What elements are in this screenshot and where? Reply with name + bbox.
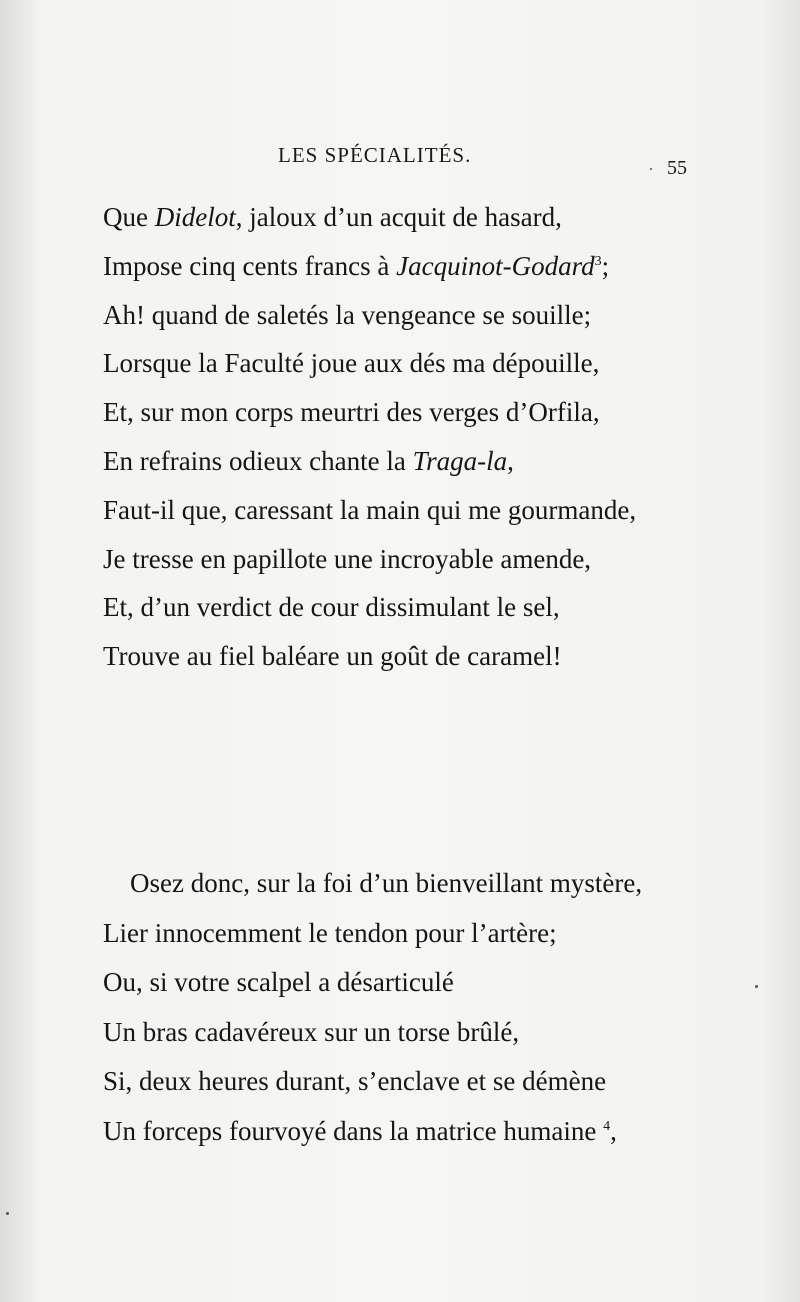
verse-text: Trouve au fiel baléare un goût de caramel! [103, 641, 562, 672]
verse-text: ; [601, 250, 610, 281]
verse-line [103, 587, 560, 627]
verse-text: , [610, 1115, 617, 1146]
page-number: 55 [667, 157, 687, 179]
verse-line [103, 913, 557, 953]
verse-line [103, 441, 514, 481]
verse-text: Faut-il que, caressant la main qui me gourmande, [103, 494, 637, 525]
paper-speck [650, 168, 652, 170]
verse-text: , jaloux d’un acquit de hasard, [235, 202, 562, 232]
verse-text: Ou, si votre scalpel a désarticulé [103, 967, 454, 997]
verse-text: Impose cinq cents francs à [103, 250, 397, 281]
verse-line [103, 197, 562, 237]
verse-line [103, 392, 600, 432]
verse-text: Que [103, 202, 155, 232]
verse-text: En refrains odieux chante la [103, 446, 413, 476]
verse-text: Osez donc, sur la foi d’un bienveillant mystère, [130, 868, 643, 898]
running-head [0, 143, 800, 183]
verse-text: Je tresse en papillote une incroyable amende, [103, 543, 592, 574]
verse-line [103, 1012, 519, 1052]
verse-line [103, 490, 636, 530]
footnote-reference: 3 [594, 253, 602, 269]
verse-text: Et, d’un verdict de cour dissimulant le sel, [103, 592, 560, 623]
verse-line [103, 246, 609, 286]
verse-text: Lorsque la Faculté joue aux dés ma dépouille, [103, 348, 600, 379]
verse-line [103, 343, 599, 383]
verse-line [103, 539, 591, 579]
verse-line [103, 295, 591, 335]
verse-line [103, 1111, 617, 1151]
paper-speck [755, 985, 758, 988]
verse-text: Ah! quand de saletés la vengeance se souille; [103, 299, 592, 330]
paper-speck [6, 1212, 9, 1215]
verse-line [103, 1061, 606, 1101]
verse-text: Et, sur mon corps meurtri des verges d’Orfila, [103, 397, 600, 428]
verse-text: , [507, 446, 514, 476]
running-title: LES SPÉCIALITÉS. [278, 143, 472, 167]
verse-line [103, 636, 562, 676]
verse-text: Un forceps fourvoyé dans la matrice humaine [103, 1115, 604, 1146]
italic-name: Jacquinot-Godard [396, 250, 595, 281]
italic-name: Didelot [154, 202, 236, 232]
verse-line [103, 962, 454, 1002]
verse-text: Si, deux heures durant, s’enclave et se démène [103, 1066, 607, 1096]
italic-name: Traga-la [412, 446, 508, 476]
verse-text: Lier innocemment le tendon pour l’artère; [103, 917, 557, 948]
verse-line [130, 863, 642, 903]
verse-text: Un bras cadavéreux sur un torse brûlé, [103, 1016, 520, 1047]
footnote-reference: 4 [603, 1118, 611, 1134]
